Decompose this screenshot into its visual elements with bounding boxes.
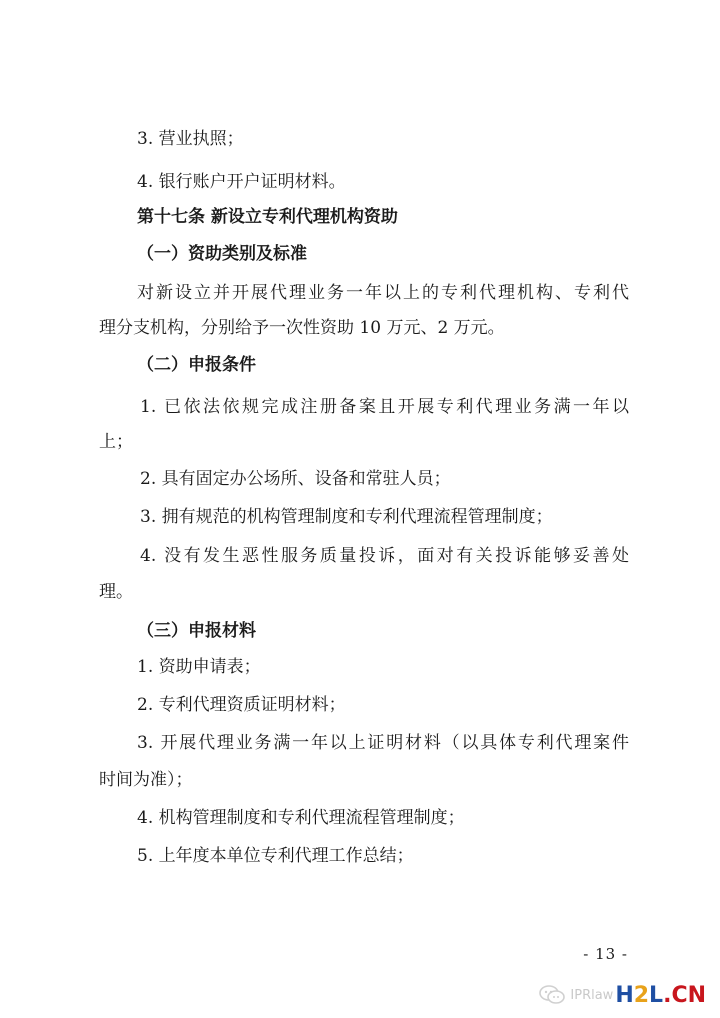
text-line: 3. 拥有规范的机构管理制度和专利代理流程管理制度； xyxy=(140,507,553,527)
text-line: 理。 xyxy=(99,582,133,602)
text-line: 1. 已依法依规完成注册备案且开展专利代理业务满一年以 xyxy=(140,397,629,417)
text-line: 1. 资助申请表； xyxy=(137,657,261,677)
text-line: 4. 银行账户开户证明材料。 xyxy=(137,172,346,192)
h2l-logo: H2L.CN xyxy=(615,982,706,1008)
text-line: 理分支机构，分别给予一次性资助 10 万元、2 万元。 xyxy=(99,318,505,338)
section-heading: （一）资助类别及标准 xyxy=(137,244,307,264)
text-line: 2. 专利代理资质证明材料； xyxy=(137,695,346,715)
watermark xyxy=(538,980,706,1010)
section-heading: （二）申报条件 xyxy=(137,355,256,375)
section-heading: （三）申报材料 xyxy=(137,621,256,641)
text-line: 4. 没有发生恶性服务质量投诉，面对有关投诉能够妥善处 xyxy=(140,546,629,566)
text-line: 对新设立并开展代理业务一年以上的专利代理机构、专利代 xyxy=(137,283,629,303)
wechat-icon xyxy=(538,984,566,1006)
page-number: - 13 - xyxy=(583,945,628,963)
text-line: 5. 上年度本单位专利代理工作总结； xyxy=(137,846,414,866)
text-line: 3. 营业执照； xyxy=(137,129,244,149)
text-line: 3. 开展代理业务满一年以上证明材料（以具体专利代理案件 xyxy=(137,733,629,753)
text-line: 4. 机构管理制度和专利代理流程管理制度； xyxy=(137,808,465,828)
article-heading: 第十七条 新设立专利代理机构资助 xyxy=(137,207,398,227)
text-line: 2. 具有固定办公场所、设备和常驻人员； xyxy=(140,469,451,489)
text-line: 时间为准）； xyxy=(99,770,193,790)
text-line: 上； xyxy=(99,432,133,452)
watermark-faint-text: IPRlaw xyxy=(570,987,614,1003)
